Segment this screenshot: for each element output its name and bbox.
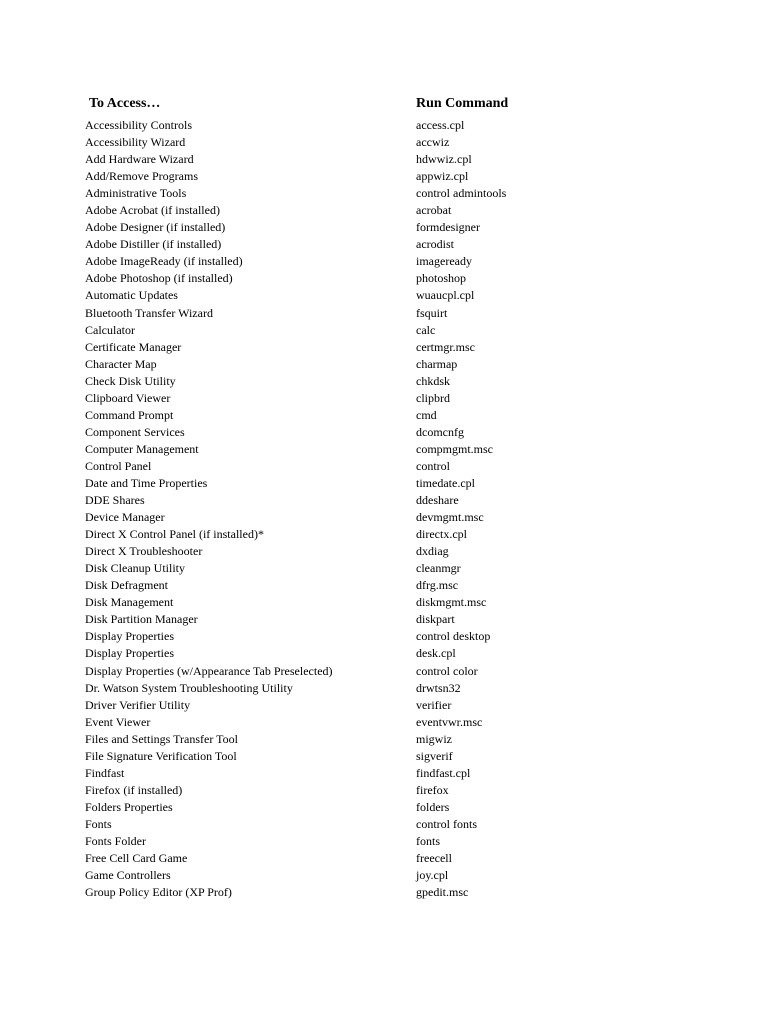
table-row bbox=[0, 663, 768, 680]
run-command-heading: Run Command bbox=[416, 96, 509, 111]
access-item: File Signature Verification Tool bbox=[85, 748, 237, 763]
table-row bbox=[0, 850, 768, 867]
table-row bbox=[0, 628, 768, 645]
access-item: Adobe ImageReady (if installed) bbox=[85, 254, 243, 269]
table-row bbox=[0, 611, 768, 628]
run-command: acrodist bbox=[416, 237, 454, 252]
table-row bbox=[0, 168, 768, 185]
run-command: access.cpl bbox=[416, 118, 465, 132]
run-command: diskpart bbox=[416, 612, 455, 627]
access-item: Control Panel bbox=[85, 458, 152, 473]
to-access-heading: To Access… bbox=[89, 96, 161, 111]
access-item: Disk Partition Manager bbox=[85, 612, 198, 627]
table-row bbox=[0, 526, 768, 543]
access-item: Display Properties bbox=[85, 629, 174, 644]
access-item: Direct X Control Panel (if installed)* bbox=[85, 527, 264, 542]
run-command: drwtsn32 bbox=[416, 680, 461, 695]
table-row bbox=[0, 577, 768, 594]
table-row bbox=[0, 867, 768, 884]
run-command: ddeshare bbox=[416, 493, 459, 508]
table-row bbox=[0, 185, 768, 202]
access-item: Accessibility Controls bbox=[85, 118, 192, 132]
run-command: calc bbox=[416, 322, 436, 337]
run-command: cleanmgr bbox=[416, 561, 461, 576]
run-command: findfast.cpl bbox=[416, 765, 471, 780]
table-row bbox=[0, 151, 768, 168]
table-row bbox=[0, 424, 768, 441]
table-row bbox=[0, 305, 768, 322]
access-item: Character Map bbox=[85, 356, 157, 371]
access-item: Driver Verifier Utility bbox=[85, 697, 191, 712]
run-command: appwiz.cpl bbox=[416, 169, 469, 184]
run-command: diskmgmt.msc bbox=[416, 595, 487, 610]
table-row bbox=[0, 594, 768, 611]
access-item: Files and Settings Transfer Tool bbox=[85, 731, 238, 746]
table-row bbox=[0, 884, 768, 901]
table-row bbox=[0, 236, 768, 253]
run-command: control admintools bbox=[416, 186, 507, 201]
table-row bbox=[0, 697, 768, 714]
run-command: gpedit.msc bbox=[416, 885, 469, 900]
table-row bbox=[0, 117, 768, 134]
access-item: Clipboard Viewer bbox=[85, 390, 171, 405]
access-item: Disk Cleanup Utility bbox=[85, 561, 185, 576]
run-command: wuaucpl.cpl bbox=[416, 288, 475, 303]
table-row bbox=[0, 731, 768, 748]
table-row bbox=[0, 560, 768, 577]
access-item: Fonts bbox=[85, 816, 112, 831]
run-command: photoshop bbox=[416, 271, 467, 286]
run-command: joy.cpl bbox=[416, 868, 449, 883]
access-item: Adobe Designer (if installed) bbox=[85, 220, 226, 235]
run-command: control color bbox=[416, 663, 478, 678]
command-table bbox=[0, 117, 768, 901]
access-item: Display Properties (w/Appearance Tab Preselected) bbox=[85, 663, 333, 678]
access-item: Game Controllers bbox=[85, 868, 171, 883]
table-row bbox=[0, 816, 768, 833]
run-command: desk.cpl bbox=[416, 646, 456, 661]
run-command: control bbox=[416, 458, 450, 473]
access-item: Disk Management bbox=[85, 595, 174, 610]
run-command: accwiz bbox=[416, 135, 450, 150]
run-command: dxdiag bbox=[416, 544, 449, 559]
table-row bbox=[0, 287, 768, 304]
run-command: imageready bbox=[416, 254, 472, 269]
run-command: control desktop bbox=[416, 629, 491, 644]
table-row bbox=[0, 782, 768, 799]
access-item: Device Manager bbox=[85, 510, 165, 525]
run-command: hdwwiz.cpl bbox=[416, 152, 472, 167]
run-command: certmgr.msc bbox=[416, 339, 475, 354]
run-command: freecell bbox=[416, 851, 452, 866]
access-item: Automatic Updates bbox=[85, 288, 178, 303]
table-row bbox=[0, 680, 768, 697]
access-item: Accessibility Wizard bbox=[85, 135, 186, 150]
access-item: Component Services bbox=[85, 424, 185, 439]
run-command: acrobat bbox=[416, 203, 452, 218]
access-item: Adobe Distiller (if installed) bbox=[85, 237, 222, 252]
access-item: Administrative Tools bbox=[85, 186, 187, 201]
table-row bbox=[0, 202, 768, 219]
run-command: dfrg.msc bbox=[416, 578, 459, 593]
run-command: fsquirt bbox=[416, 305, 448, 320]
access-item: Calculator bbox=[85, 322, 135, 337]
access-item: Computer Management bbox=[85, 441, 199, 456]
table-row bbox=[0, 356, 768, 373]
access-item: Bluetooth Transfer Wizard bbox=[85, 305, 213, 320]
table-row bbox=[0, 253, 768, 270]
run-command: firefox bbox=[416, 782, 449, 797]
access-item: Disk Defragment bbox=[85, 578, 168, 593]
access-item: Adobe Acrobat (if installed) bbox=[85, 203, 220, 218]
access-item: Fonts Folder bbox=[85, 833, 147, 848]
table-row bbox=[0, 748, 768, 765]
access-item: Firefox (if installed) bbox=[85, 782, 183, 797]
run-command: timedate.cpl bbox=[416, 475, 475, 490]
table-row bbox=[0, 373, 768, 390]
access-item: Findfast bbox=[85, 765, 125, 780]
access-item: Dr. Watson System Troubleshooting Utility bbox=[85, 680, 293, 695]
access-item: DDE Shares bbox=[85, 493, 145, 508]
table-row bbox=[0, 714, 768, 731]
access-item: Direct X Troubleshooter bbox=[85, 544, 203, 559]
table-row bbox=[0, 833, 768, 850]
run-command: charmap bbox=[416, 356, 458, 371]
run-command: devmgmt.msc bbox=[416, 510, 484, 525]
table-row bbox=[0, 441, 768, 458]
run-command: clipbrd bbox=[416, 390, 450, 405]
table-row bbox=[0, 134, 768, 151]
table-row bbox=[0, 390, 768, 407]
table-row bbox=[0, 799, 768, 816]
run-command: control fonts bbox=[416, 816, 477, 831]
table-header bbox=[0, 94, 768, 114]
access-item: Event Viewer bbox=[85, 714, 151, 729]
access-item: Certificate Manager bbox=[85, 339, 182, 354]
table-row bbox=[0, 492, 768, 509]
table-row bbox=[0, 219, 768, 236]
table-row bbox=[0, 543, 768, 560]
run-command: folders bbox=[416, 799, 450, 814]
table-row bbox=[0, 458, 768, 475]
table-row bbox=[0, 322, 768, 339]
table-row bbox=[0, 475, 768, 492]
table-row bbox=[0, 407, 768, 424]
table-row bbox=[0, 645, 768, 662]
access-item: Adobe Photoshop (if installed) bbox=[85, 271, 233, 286]
run-command: cmd bbox=[416, 407, 437, 422]
run-command: compmgmt.msc bbox=[416, 441, 493, 456]
access-item: Add Hardware Wizard bbox=[85, 152, 194, 167]
table-row bbox=[0, 339, 768, 356]
run-command: dcomcnfg bbox=[416, 424, 464, 439]
access-item: Free Cell Card Game bbox=[85, 851, 188, 866]
table-row bbox=[0, 270, 768, 287]
run-command: directx.cpl bbox=[416, 527, 467, 542]
access-item: Add/Remove Programs bbox=[85, 169, 198, 184]
run-command: sigverif bbox=[416, 748, 453, 763]
access-item: Folders Properties bbox=[85, 799, 173, 814]
run-command: eventvwr.msc bbox=[416, 714, 483, 729]
access-item: Check Disk Utility bbox=[85, 373, 176, 388]
table-row bbox=[0, 509, 768, 526]
access-item: Group Policy Editor (XP Prof) bbox=[85, 885, 232, 900]
run-command: migwiz bbox=[416, 731, 452, 746]
run-command: fonts bbox=[416, 833, 440, 848]
access-item: Command Prompt bbox=[85, 407, 174, 422]
access-item: Date and Time Properties bbox=[85, 475, 208, 490]
table-row bbox=[0, 765, 768, 782]
run-command: chkdsk bbox=[416, 373, 450, 388]
run-command: verifier bbox=[416, 697, 452, 712]
run-command: formdesigner bbox=[416, 220, 480, 235]
access-item: Display Properties bbox=[85, 646, 174, 661]
